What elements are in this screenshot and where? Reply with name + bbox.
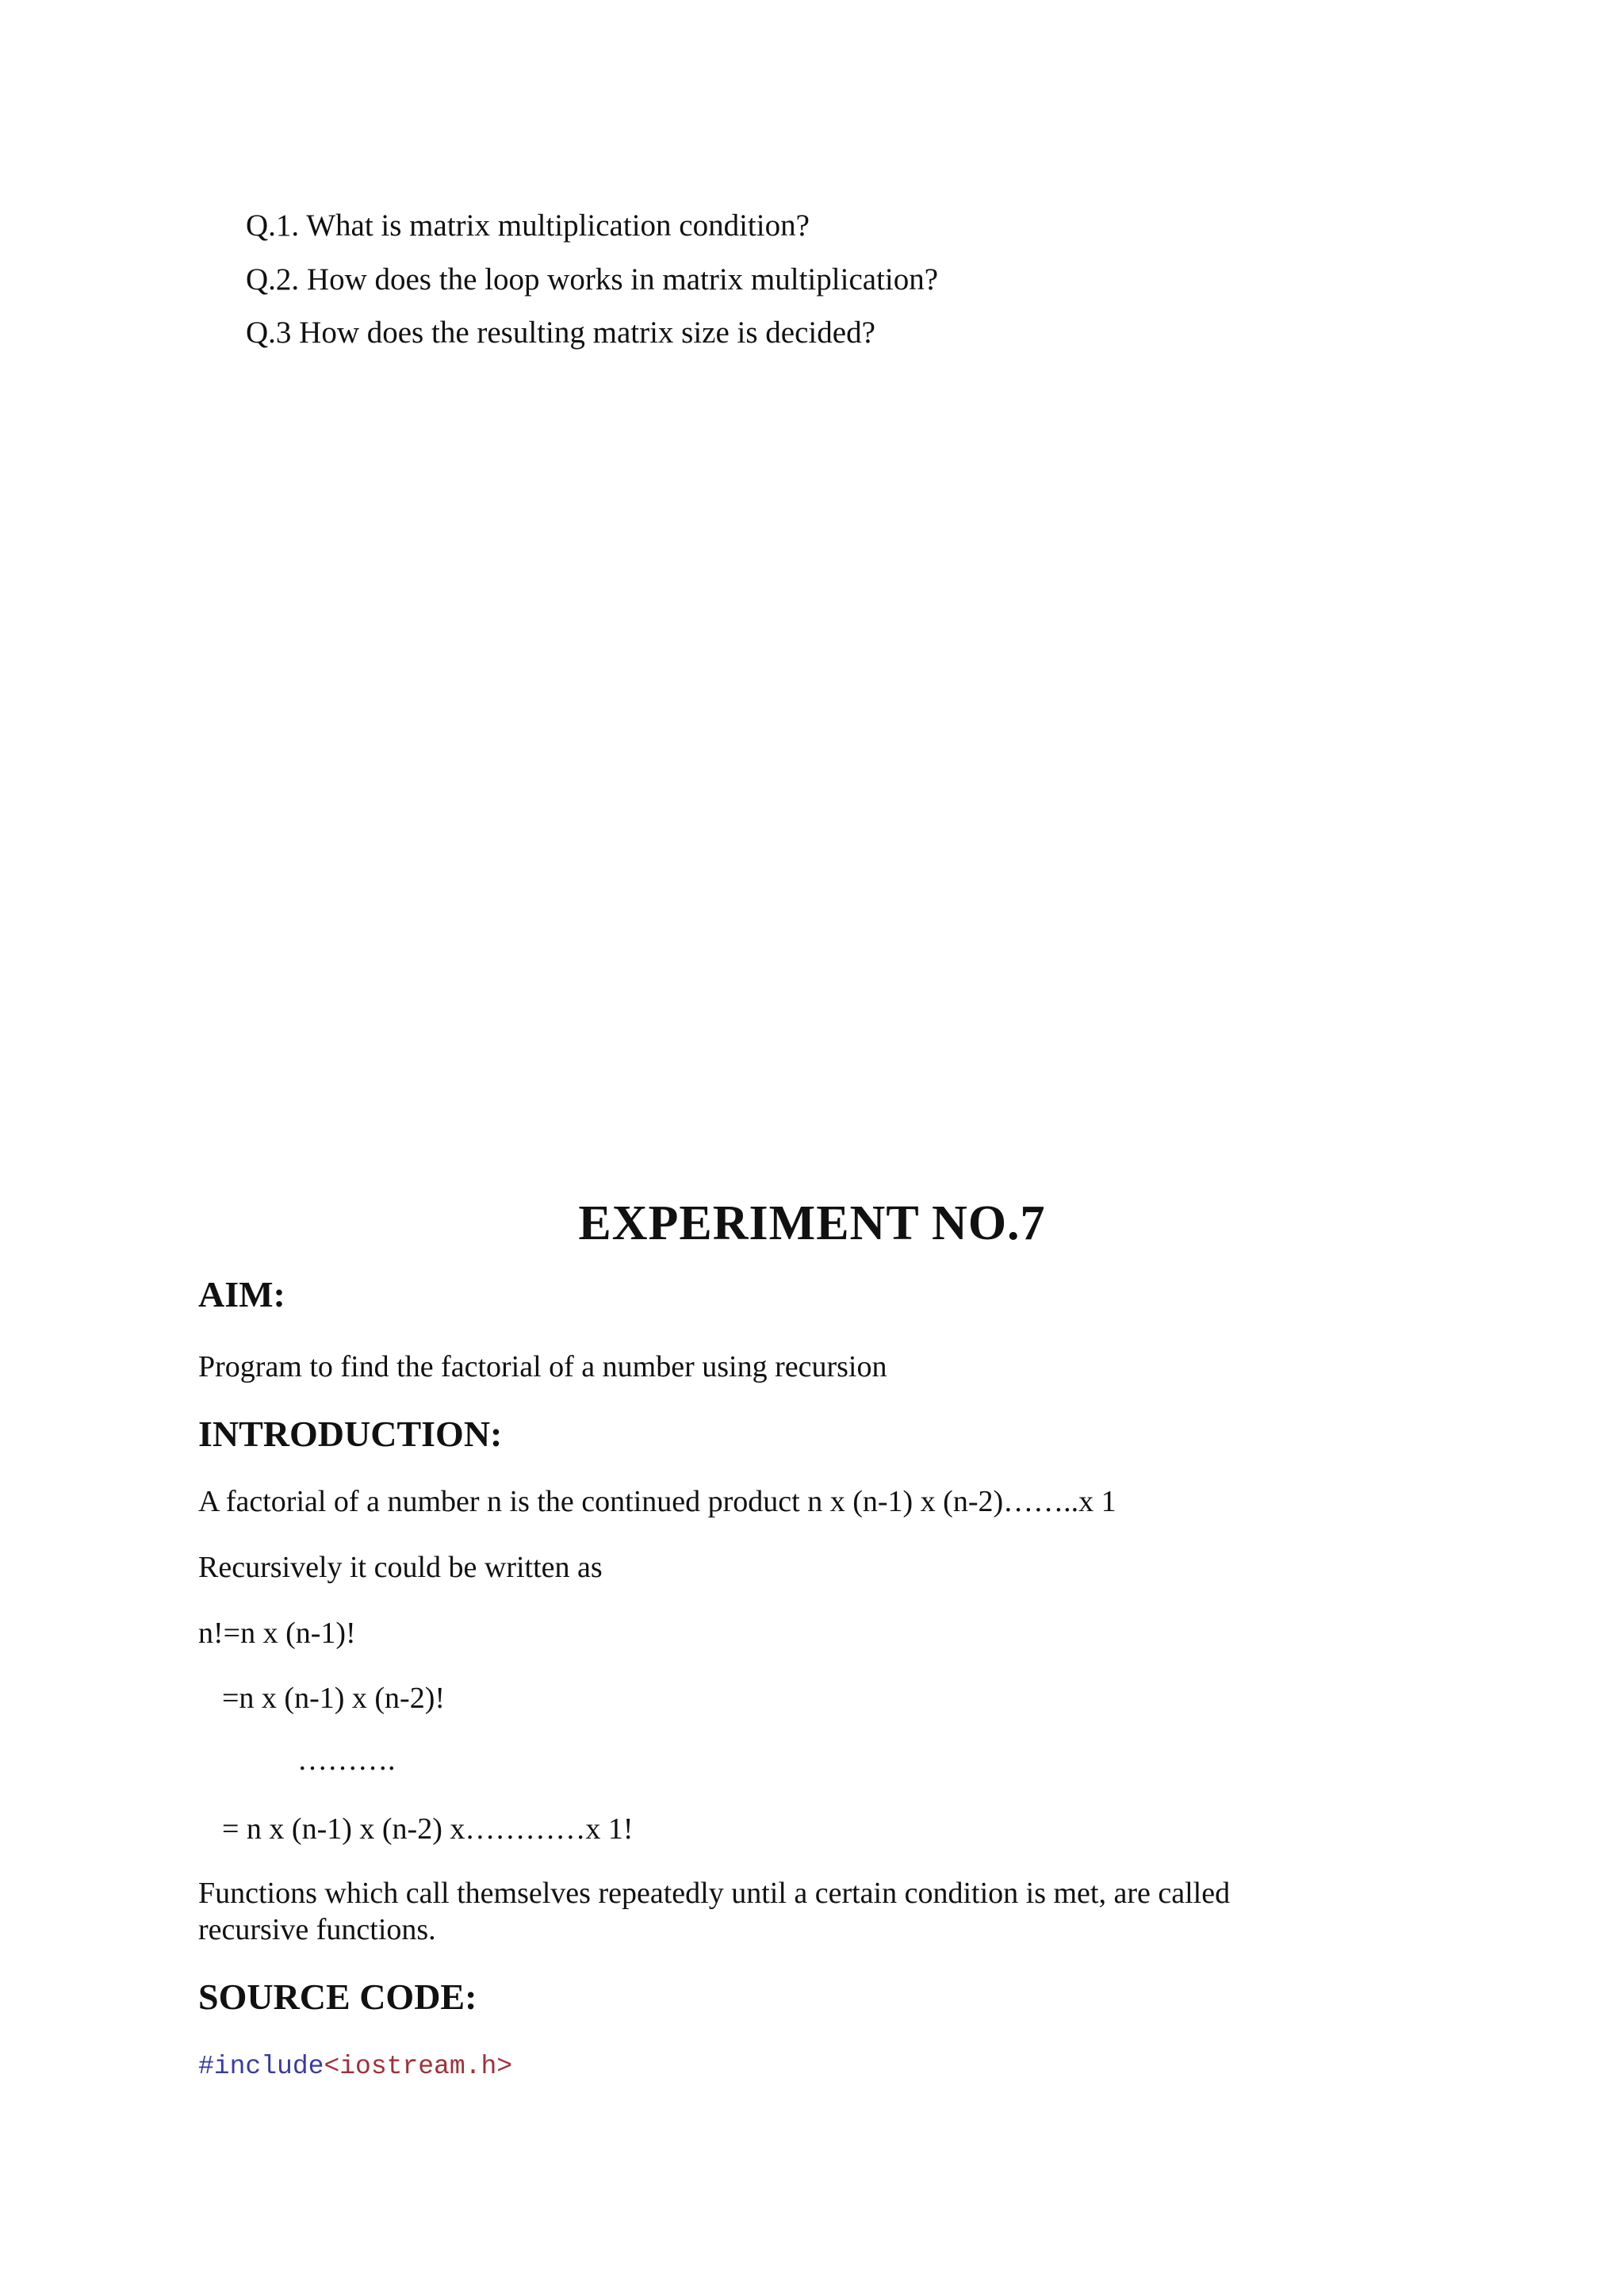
code-line-include — [198, 2052, 512, 2081]
formula-line-3: ………. — [297, 1743, 396, 1777]
code-directive: #include — [198, 2052, 324, 2081]
aim-heading: AIM: — [198, 1274, 285, 1314]
formula-line-2: =n x (n-1) x (n-2)! — [222, 1682, 446, 1715]
intro-line-1: A factorial of a number n is the continued product n x (n-1) x (n-2)……..x 1 — [198, 1485, 1116, 1518]
formula-line-4: = n x (n-1) x (n-2) x…………x 1! — [222, 1812, 634, 1846]
recursive-line-2: recursive functions. — [198, 1913, 436, 1946]
aim-text: Program to find the factorial of a number using recursion — [198, 1350, 887, 1383]
source-code-heading: SOURCE CODE: — [198, 1976, 477, 2017]
question-2: Q.2. How does the loop works in matrix multiplication? — [246, 262, 939, 297]
question-3: Q.3 How does the resulting matrix size is decided? — [246, 316, 875, 350]
question-1: Q.1. What is matrix multiplication condition? — [246, 209, 810, 243]
formula-line-1: n!=n x (n-1)! — [198, 1617, 356, 1650]
introduction-heading: INTRODUCTION: — [198, 1414, 503, 1454]
experiment-title: EXPERIMENT NO.7 — [578, 1196, 1046, 1250]
recursive-line-1: Functions which call themselves repeatedly until a certain condition is met, are called — [198, 1877, 1231, 1910]
intro-line-2: Recursively it could be written as — [198, 1551, 603, 1584]
code-header: <iostream.h> — [324, 2052, 513, 2081]
